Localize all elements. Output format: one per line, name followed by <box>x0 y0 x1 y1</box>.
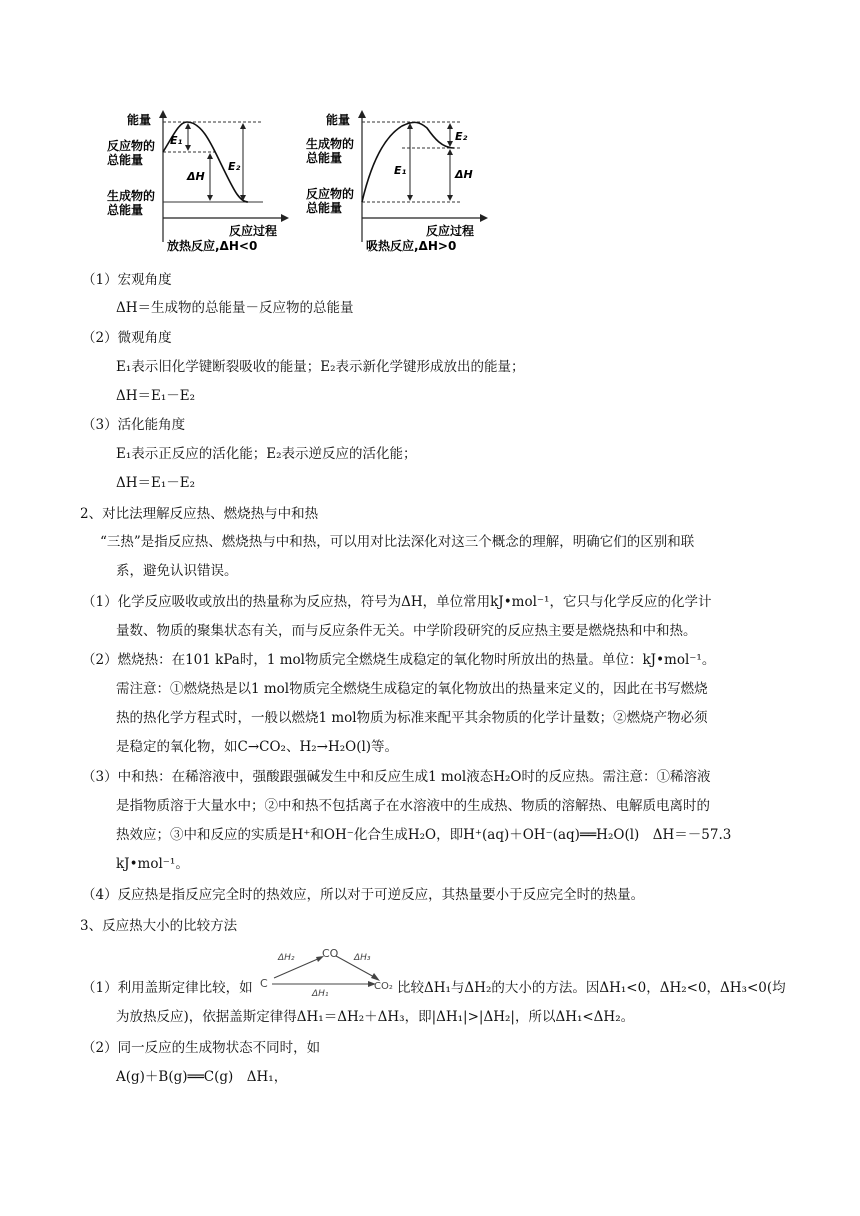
fig2-reactant-label-2: 总能量 <box>306 201 343 215</box>
fig1-e2-label: E₂ <box>228 160 241 173</box>
s2-intro-2: 系，避免认识错误。 <box>116 563 238 579</box>
exothermic-energy-diagram <box>103 108 293 258</box>
s1-formula-macro: ΔH＝生成物的总能量－反应物的总能量 <box>116 300 354 316</box>
s2-p4: （4）反应热是指反应完全时的热效应，所以对于可逆反应，其热量要小于反应完全时的热量。 <box>82 887 645 903</box>
hess-dh2: ΔH₂ <box>278 953 295 963</box>
fig2-e2-label: E₂ <box>455 130 468 143</box>
s2-p3-b: 是指物质溶于大量水中；②中和热不包括离子在水溶液中的生成热、物质的溶解热、电解质电离时的 <box>116 798 710 814</box>
s2-p1-a: （1）化学反应吸收或放出的热量称为反应热，符号为ΔH，单位常用kJ•mol⁻¹，它只与化学反应的化学计 <box>82 594 712 610</box>
fig2-caption: 吸热反应,ΔH>0 <box>366 239 457 253</box>
fig2-product-label-1: 生成物的 <box>306 137 355 151</box>
s3-p2: （2）同一反应的生成物状态不同时，如 <box>82 1040 321 1056</box>
fig1-reactant-label-2: 总能量 <box>107 153 144 167</box>
fig2-product-label-2: 总能量 <box>306 151 343 165</box>
s2-title: 2、对比法理解反应热、燃烧热与中和热 <box>80 506 319 522</box>
s2-p1-b: 量数、物质的聚集状态有关，而与反应条件无关。中学阶段研究的反应热主要是燃烧热和中和热。 <box>116 623 697 639</box>
hess-cycle-diagram <box>256 944 396 996</box>
hess-dh3: ΔH₃ <box>354 953 371 963</box>
s1-text-micro: E₁表示旧化学键断裂吸收的能量；E₂表示新化学键形成放出的能量； <box>116 359 525 375</box>
s2-p2-b: 需注意：①燃烧热是以1 mol物质完全燃烧生成稳定的氧化物放出的热量来定义的，因此在书写燃烧 <box>116 681 708 697</box>
s2-intro-1: “三热”是指反应热、燃烧热与中和热，可以用对比法深化对这三个概念的理解，明确它们的区别和联 <box>100 534 695 550</box>
s2-p3-d: kJ•mol⁻¹。 <box>116 856 189 872</box>
fig1-caption: 放热反应,ΔH<0 <box>167 239 258 253</box>
s1-heading-macro: （1）宏观角度 <box>82 272 172 288</box>
fig2-reactant-label-1: 反应物的 <box>306 187 355 201</box>
fig1-reactant-label-1: 反应物的 <box>107 139 156 153</box>
fig1-product-label-2: 总能量 <box>107 203 144 217</box>
fig1-dh-label: ΔH <box>187 170 205 183</box>
s1-text-activation: E₁表示正反应的活化能；E₂表示逆反应的活化能； <box>116 446 417 462</box>
fig2-dh-label: ΔH <box>455 168 473 181</box>
hess-co2: CO₂ <box>374 981 393 992</box>
s3-equation: A(g)＋B(g)══C(g) ΔH₁， <box>116 1069 288 1085</box>
s3-p1-prefix: （1）利用盖斯定律比较，如 <box>82 980 253 996</box>
s2-p2-c: 热的热化学方程式时，一般以燃烧1 mol物质为标准来配平其余物质的化学计量数；②燃烧产物必须 <box>116 710 708 726</box>
s2-p2-a: （2）燃烧热：在101 kPa时，1 mol物质完全燃烧生成稳定的氧化物时所放出的热量。单位：kJ•mol⁻¹。 <box>82 652 716 668</box>
s1-formula-micro: ΔH＝E₁－E₂ <box>116 388 196 404</box>
s1-heading-micro: （2）微观角度 <box>82 330 172 346</box>
hess-co: CO <box>322 947 339 960</box>
s3-p1-b: 为放热反应)，依据盖斯定律得ΔH₁＝ΔH₂＋ΔH₃，即|ΔH₁|>|ΔH₂|，所以ΔH₁<ΔH₂。 <box>116 1009 635 1025</box>
s1-formula-activation: ΔH＝E₁－E₂ <box>116 475 196 491</box>
s2-p3-c: 热效应；③中和反应的实质是H⁺和OH⁻化合生成H₂O，即H⁺(aq)＋OH⁻(aq)══H₂O(l) ΔH＝－57.3 <box>116 827 732 843</box>
s3-title: 3、反应热大小的比较方法 <box>80 918 238 934</box>
fig2-xaxis-label: 反应过程 <box>426 224 475 238</box>
endothermic-energy-diagram <box>302 108 492 258</box>
hess-c: C <box>260 977 268 990</box>
fig1-e1-label: E₁ <box>170 134 183 147</box>
fig1-xaxis-label: 反应过程 <box>229 224 278 238</box>
s2-p2-d: 是稳定的氧化物，如C→CO₂、H₂→H₂O(l)等。 <box>116 739 399 755</box>
fig2-energy-label: 能量 <box>326 113 351 127</box>
fig1-product-label-1: 生成物的 <box>107 189 156 203</box>
hess-dh1: ΔH₁ <box>312 989 329 996</box>
fig2-e1-label: E₁ <box>394 164 407 177</box>
fig1-energy-label: 能量 <box>127 113 152 127</box>
s2-p3-a: （3）中和热：在稀溶液中，强酸跟强碱发生中和反应生成1 mol液态H₂O时的反应热。需注意：①稀溶液 <box>82 769 711 785</box>
s1-heading-activation: （3）活化能角度 <box>82 417 186 433</box>
s3-p1-suffix: 比较ΔH₁与ΔH₂的大小的方法。因ΔH₁<0，ΔH₂<0，ΔH₃<0(均 <box>397 980 786 996</box>
